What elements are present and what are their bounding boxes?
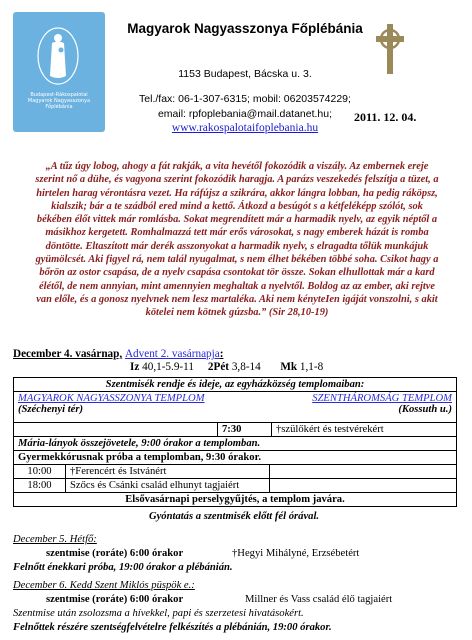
day-note: Felnőttek részére szentségfelvételre felkészítés a plébánián, 19:00 órakor.: [13, 622, 332, 633]
mass-intention: †szülőkért és testvérekért: [276, 424, 384, 435]
church2-name[interactable]: SZENTHÁROMSÁG TEMPLOM: [312, 393, 452, 404]
table-heading: Szentmisék rendje és ideje, az egyházközség templomaiban:: [105, 379, 365, 390]
confession-note: Gyóntatás a szentmisék előtt fél órával.: [148, 511, 320, 522]
bulletin-date: 2011. 12. 04.: [354, 110, 417, 124]
sunday-date: December 4. vasárnap,: [13, 348, 123, 360]
scripture-quote: „A tűz úgy lobog, ahogy a fát rakják, a vita hevétől fokozódik a viszály. Az embernek ereje szerint nő a dühe, és vagyona szerint fokozódik haragja. A parázs veszekedés felszítja a tüzet, a hirtelen harag vérontásra vezet. Ha ráfújsz a szikrára, akkor lángra lobban, ha pedig ráköpsz, kialszik; bár a te szádból ered mind a kettő. Átkozd a besúgót s a kétfeléképp szólót, sok békében élőt vittek már romlásba. Sokat megrendített már a harmadik nyelv, az egyik néptől a másikhoz kergetett. Romhalmazzá tett már erős városokat, s nagy emberek házát is romba döntötte. Eltaszított már derék asszonyokat a harmadik nyelv, s elragadta tőlük munkájuk gyümölcsét. Aki figyel rá, nem talál nyugalmat, s nem élhet békében többé soha. Csikot hagy a bőrön az ostor csapása, de a nyelv csapása csontokat tör össze. Sokan elhullottak már a kard élétől, de nem annyian, mint amennyien meghaltak a nyelvtől. Boldog az az ember, aki rejtve van előle, és a gonosz nyelvnek nem lesz martaléka. Aki nem kényteIen igáját vonszolni, s akit kötelei nem kötnek gúzsba.” (Sir 28,10-19): [35, 161, 439, 319]
churches-row: [14, 392, 456, 423]
collection-row: [14, 493, 456, 506]
table-row: [14, 479, 456, 493]
readings: [130, 361, 323, 373]
sunday-heading: [13, 348, 223, 360]
day-heading: December 5. Hétfő:: [13, 534, 97, 545]
parish-logo: [13, 12, 105, 132]
empty-cell: [270, 465, 456, 478]
logo-caption: Budapest-Rákospalotai Magyarok Nagyasszonya Főplébánia: [27, 92, 91, 110]
colon: :: [219, 348, 224, 360]
day-mass: szentmise (roráte) 6:00 órakor: [46, 548, 184, 559]
day-note: Szentmise után zsolozsma a hívekkel, papi és szerzetesi hivatásokért.: [13, 608, 304, 619]
church1-location: (Széchenyi tér): [18, 404, 84, 415]
day-intention: †Hegyi Mihályné, Erzsébetért: [232, 548, 360, 559]
email: email: rpfoplebania@mail.datanet.hu;: [157, 108, 333, 120]
day-heading: December 6. Kedd Szent Miklós püspök e.:: [13, 580, 195, 591]
mass-time: 7:30: [218, 423, 272, 436]
day-mass: szentmise (roráte) 6:00 órakor: [46, 594, 184, 605]
mass-row: [14, 423, 456, 437]
reading-book: Iz: [130, 361, 140, 373]
church1-cell: [14, 392, 235, 422]
row-time: 10:00: [14, 465, 66, 478]
choir-text: Gyermekkórusnak próba a templomban, 9:30 órakor.: [18, 452, 261, 463]
church1-name[interactable]: MAGYAROK NAGYASSZONYA TEMPLOM: [18, 393, 205, 404]
row-intention: Szőcs és Csánki család elhunyt tagjaiért: [66, 479, 270, 492]
collection-text: Elsővasárnapi perselygyűjtés, a templom javára.: [125, 494, 345, 505]
reading-ref: 3,8-14: [231, 361, 261, 373]
table-row: [14, 465, 456, 479]
empty-cell: [14, 423, 218, 436]
address: 1153 Budapest, Bácska u. 3.: [178, 68, 312, 80]
church2-cell: [235, 392, 456, 422]
choir-row: [14, 451, 456, 465]
table-header-row: [14, 378, 456, 392]
empty-cell: [270, 479, 456, 492]
maria-text: Mária-lányok összejövetele, 9:00 órakor a templomban.: [18, 438, 261, 449]
day-intention: Millner és Vass család élő tagjaiért: [245, 594, 393, 605]
telephone: Tel./fax: 06-1-307-6315; mobil: 06203574229;: [139, 93, 351, 105]
reading-ref: 40,1-5.9-11: [142, 361, 194, 373]
reading-book: 2Pét: [207, 361, 230, 373]
maria-row: [14, 437, 456, 451]
website-link[interactable]: www.rakospalotaifoplebania.hu: [171, 122, 319, 134]
church2-location: (Kossuth u.): [398, 404, 452, 415]
reading-ref: 1,1-8: [299, 361, 324, 373]
advent-link[interactable]: Advent 2. vasárnapja: [124, 348, 220, 360]
reading-book: Mk: [280, 361, 298, 373]
row-intention: †Ferencért és Istvánért: [66, 465, 270, 478]
mass-schedule-table: [13, 377, 457, 507]
day-note: Felnőtt énekkari próba, 19:00 órakor a plébánián.: [13, 562, 233, 573]
row-time: 18:00: [14, 479, 66, 492]
parish-title: Magyarok Nagyasszonya Főplébánia: [127, 21, 363, 36]
madonna-figure-icon: [35, 26, 81, 88]
